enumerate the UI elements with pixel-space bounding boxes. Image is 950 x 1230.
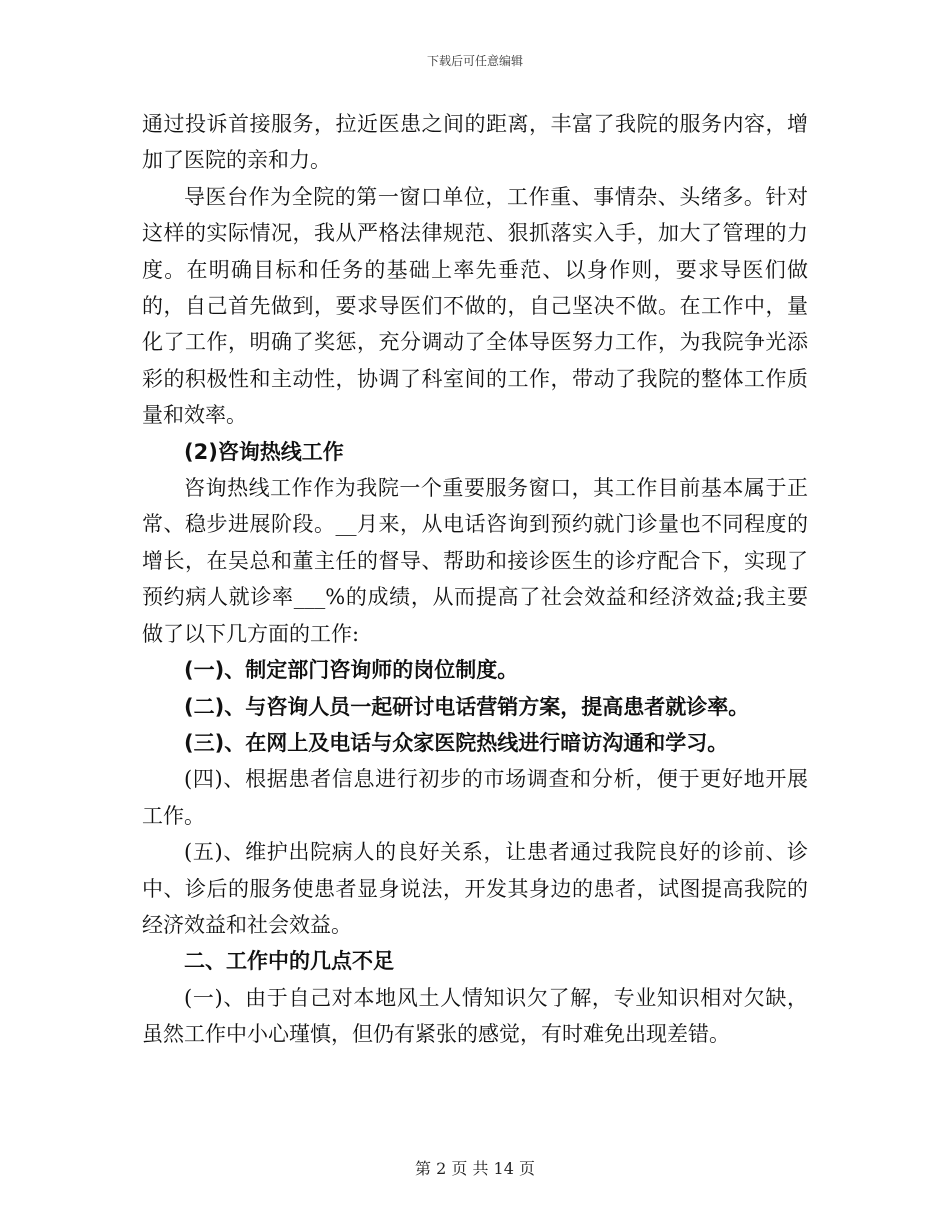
section-heading-shortcomings: 二、工作中的几点不足 [184,949,394,974]
document-body [142,106,808,1053]
list-item-5: (五)、维护出院病人的良好关系，让患者通过我院良好的诊前、诊中、诊后的服务使患者显身说法，开发其身边的患者，试图提高我院的经济效益和社会效益。 [142,840,808,937]
list-item-3: (三)、在网上及电话与众家医院热线进行暗访沟通和学习。 [184,730,729,755]
section-heading-hotline: (2)咨询热线工作 [184,439,344,464]
paragraph-3: 咨询热线工作作为我院一个重要服务窗口，其工作目前基本属于正常、稳步进展阶段。__月来，从电话咨询到预约就门诊量也不同程度的增长，在吴总和董主任的督导、帮助和接诊医生的诊疗配合下，实现了预约病人就诊率___%的成绩，从而提高了社会效益和经济效益;我主要做了以下几方面的工作: [142,476,808,646]
page-header: 下载后可任意编辑 [426,54,523,68]
paragraph-2: 导医台作为全院的第一窗口单位，工作重、事情杂、头绪多。针对这样的实际情况，我从严格法律规范、狠抓落实入手，加大了管理的力度。在明确目标和任务的基础上率先垂范、以身作则，要求导医们做的，自己首先做到，要求导医们不做的，自己坚决不做。在工作中，量化了工作，明确了奖惩，充分调动了全体导医努力工作，为我院争光添彩的积极性和主动性，协调了科室间的工作，带动了我院的整体工作质量和效率。 [142,184,808,428]
paragraph-1: 通过投诉首接服务，拉近医患之间的距离，丰富了我院的服务内容，增加了医院的亲和力。 [142,112,808,173]
list-item-4: (四)、根据患者信息进行初步的市场调查和分析，便于更好地开展工作。 [142,767,808,828]
list-item-1: (一)、制定部门咨询师的岗位制度。 [184,658,519,683]
list-item-2: (二)、与咨询人员一起研讨电话营销方案，提高患者就诊率。 [184,694,750,719]
page-footer: 第 2 页 共 14 页 [415,1159,535,1178]
paragraph-shortcoming-1: (一)、由于自己对本地风土人情知识欠了解，专业知识相对欠缺，虽然工作中小心瑾慎，但仍有紧张的感觉，有时难免出现差错。 [142,985,808,1047]
